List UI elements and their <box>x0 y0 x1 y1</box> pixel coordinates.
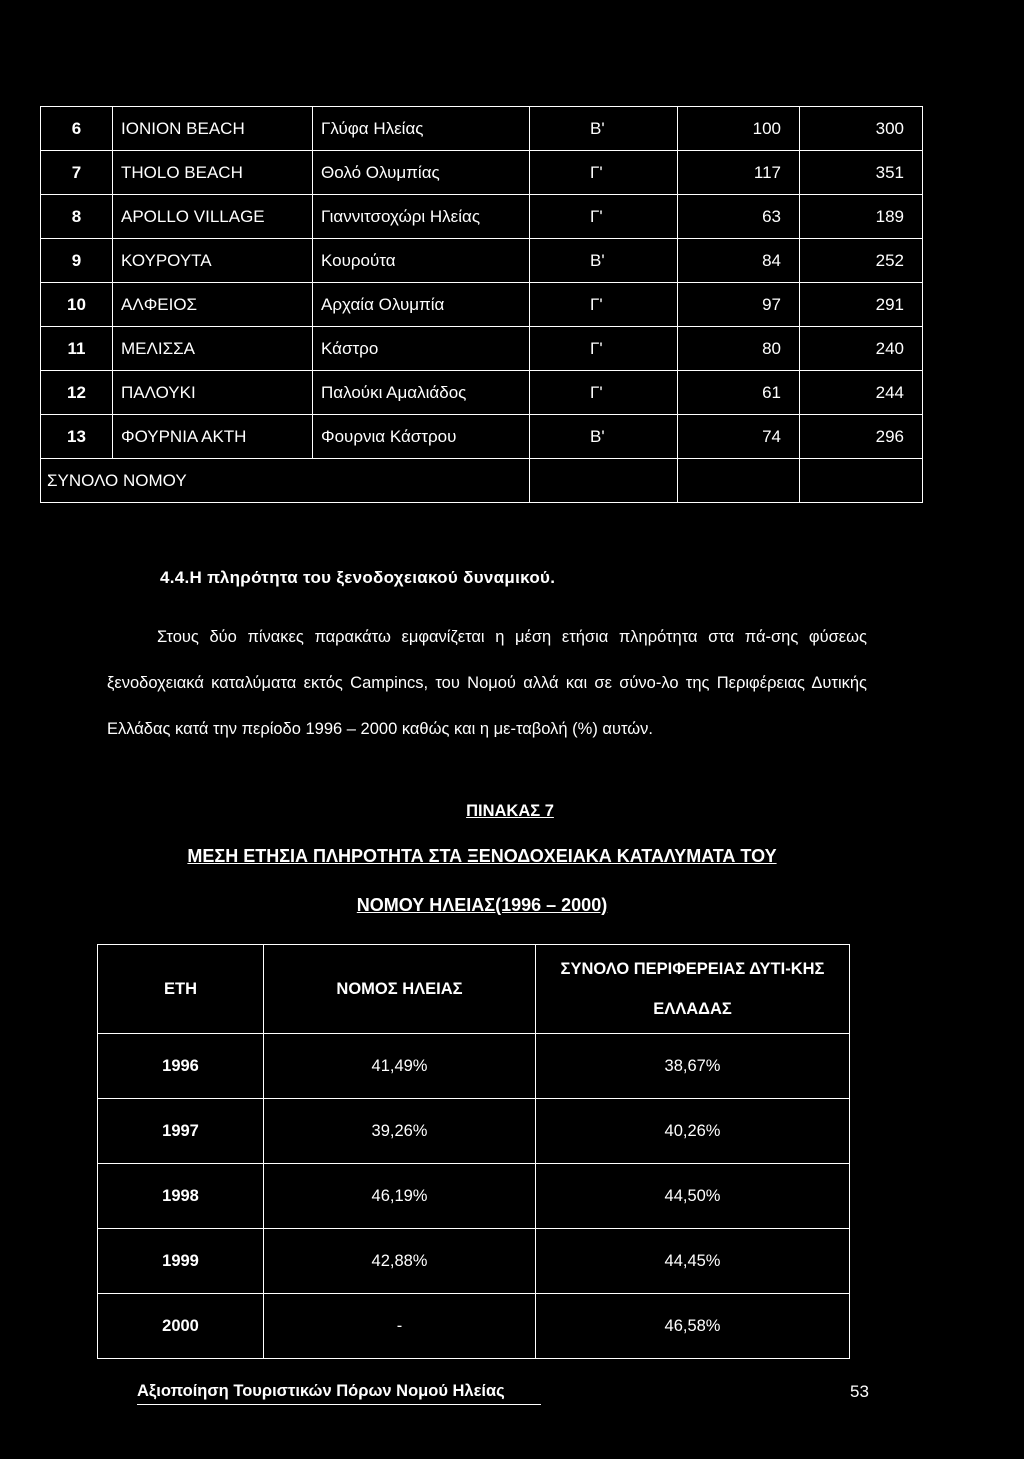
table-row <box>41 151 923 195</box>
hotel-number: 7 <box>41 151 113 195</box>
table-row <box>41 195 923 239</box>
occupancy-table <box>97 944 850 1359</box>
table-header-row <box>98 945 850 1034</box>
table-row <box>98 1099 850 1164</box>
table-row <box>41 415 923 459</box>
table-caption-line1: ΜΕΣΗ ΕΤΗΣΙΑ ΠΛΗΡΟΤΗΤΑ ΣΤΑ ΞΕΝΟΔΟΧΕΙΑΚΑ ΚΑΤΑΛΥΜΑΤΑ ΤΟΥ <box>187 846 777 866</box>
hotel-number: 11 <box>41 327 113 371</box>
hotel-beds: 240 <box>800 327 923 371</box>
page-number: 53 <box>850 1382 869 1401</box>
region-cell: 44,45% <box>536 1229 850 1294</box>
hotel-number: 12 <box>41 371 113 415</box>
hotel-class: Γ' <box>530 151 678 195</box>
total-label: ΣΥΝΟΛΟ ΝΟΜΟΥ <box>41 459 530 503</box>
hotel-beds: 291 <box>800 283 923 327</box>
hotel-number: 13 <box>41 415 113 459</box>
table-row <box>41 283 923 327</box>
hotel-rooms: 74 <box>678 415 800 459</box>
hotel-rooms: 63 <box>678 195 800 239</box>
table-row <box>41 107 923 151</box>
hotel-beds: 300 <box>800 107 923 151</box>
ilia-cell: - <box>264 1294 536 1359</box>
region-cell: 44,50% <box>536 1164 850 1229</box>
table-row <box>41 371 923 415</box>
hotel-class: Γ' <box>530 371 678 415</box>
hotel-beds: 189 <box>800 195 923 239</box>
table-row <box>98 1034 850 1099</box>
ilia-cell: 41,49% <box>264 1034 536 1099</box>
footer-divider <box>137 1404 541 1405</box>
table-caption-line2: ΝΟΜΟΥ ΗΛΕΙΑΣ(1996 – 2000) <box>356 895 608 915</box>
ilia-cell: 42,88% <box>264 1229 536 1294</box>
hotel-class: Γ' <box>530 327 678 371</box>
hotel-location: Κουρούτα <box>313 239 530 283</box>
year-cell: 1996 <box>98 1034 264 1099</box>
hotel-number: 8 <box>41 195 113 239</box>
hotel-class: Γ' <box>530 195 678 239</box>
hotel-rooms: 117 <box>678 151 800 195</box>
hotel-number: 6 <box>41 107 113 151</box>
hotel-class: Γ' <box>530 283 678 327</box>
ilia-cell: 46,19% <box>264 1164 536 1229</box>
total-rooms-cell <box>678 459 800 503</box>
ilia-cell: 39,26% <box>264 1099 536 1164</box>
hotel-location: Παλούκι Αμαλιάδος <box>313 371 530 415</box>
hotel-location: Κάστρο <box>313 327 530 371</box>
footer-title: Αξιοποίηση Τουριστικών Πόρων Νομού Ηλείας <box>137 1382 505 1400</box>
table-row <box>98 1229 850 1294</box>
hotel-beds: 244 <box>800 371 923 415</box>
section-heading: 4.4.Η πληρότητα του ξενοδοχειακού δυναμικού. <box>160 568 556 587</box>
hotel-name: APOLLO VILLAGE <box>113 195 313 239</box>
hotel-name: ΑΛΦΕΙΟΣ <box>113 283 313 327</box>
table-row <box>98 1164 850 1229</box>
region-cell: 46,58% <box>536 1294 850 1359</box>
hotel-rooms: 61 <box>678 371 800 415</box>
hotel-location: Γλύφα Ηλείας <box>313 107 530 151</box>
hotel-beds: 296 <box>800 415 923 459</box>
total-beds-cell <box>800 459 923 503</box>
hotels-table <box>40 106 923 503</box>
intro-paragraph: Στους δύο πίνακες παρακάτω εμφανίζεται η μέση ετήσια πληρότητα στα πά-σης φύσεως ξενοδοχειακά καταλύματα εκτός Campincs, του Νομού αλλά και σε σύνο-λο της Περιφέρειας Δυτικής Ελλάδας κατά την περίοδο 1996 – 2000 καθώς και η με-ταβολή (%) αυτών. <box>107 628 867 738</box>
header-ilia: ΝΟΜΟΣ ΗΛΕΙΑΣ <box>264 945 536 1034</box>
header-region: ΣΥΝΟΛΟ ΠΕΡΙΦΕΡΕΙΑΣ ΔΥΤΙ-ΚΗΣ ΕΛΛΑΔΑΣ <box>536 945 850 1034</box>
hotel-rooms: 80 <box>678 327 800 371</box>
hotel-name: IONION BEACH <box>113 107 313 151</box>
hotel-name: ΜΕΛΙΣΣΑ <box>113 327 313 371</box>
region-cell: 38,67% <box>536 1034 850 1099</box>
hotel-class: Β' <box>530 107 678 151</box>
table-title: ΠΙΝΑΚΑΣ 7 <box>466 802 554 820</box>
hotel-number: 10 <box>41 283 113 327</box>
year-cell: 1998 <box>98 1164 264 1229</box>
year-cell: 2000 <box>98 1294 264 1359</box>
total-row <box>41 459 923 503</box>
hotel-name: ΦΟΥΡΝΙΑ ΑΚΤΗ <box>113 415 313 459</box>
year-cell: 1999 <box>98 1229 264 1294</box>
total-class-cell <box>530 459 678 503</box>
hotel-name: THOLO BEACH <box>113 151 313 195</box>
hotel-location: Θολό Ολυμπίας <box>313 151 530 195</box>
region-cell: 40,26% <box>536 1099 850 1164</box>
table-row <box>41 327 923 371</box>
hotel-class: Β' <box>530 415 678 459</box>
hotel-name: ΠΑΛΟΥΚΙ <box>113 371 313 415</box>
hotel-beds: 252 <box>800 239 923 283</box>
table-row <box>41 239 923 283</box>
hotel-number: 9 <box>41 239 113 283</box>
hotel-name: ΚΟΥΡΟΥΤΑ <box>113 239 313 283</box>
year-cell: 1997 <box>98 1099 264 1164</box>
hotel-class: Β' <box>530 239 678 283</box>
hotel-rooms: 100 <box>678 107 800 151</box>
hotel-location: Αρχαία Ολυμπία <box>313 283 530 327</box>
hotel-location: Γιαννιτσοχώρι Ηλείας <box>313 195 530 239</box>
hotel-rooms: 97 <box>678 283 800 327</box>
hotel-location: Φουρνια Κάστρου <box>313 415 530 459</box>
table-row <box>98 1294 850 1359</box>
hotel-beds: 351 <box>800 151 923 195</box>
hotel-rooms: 84 <box>678 239 800 283</box>
header-years: ΕΤΗ <box>98 945 264 1034</box>
